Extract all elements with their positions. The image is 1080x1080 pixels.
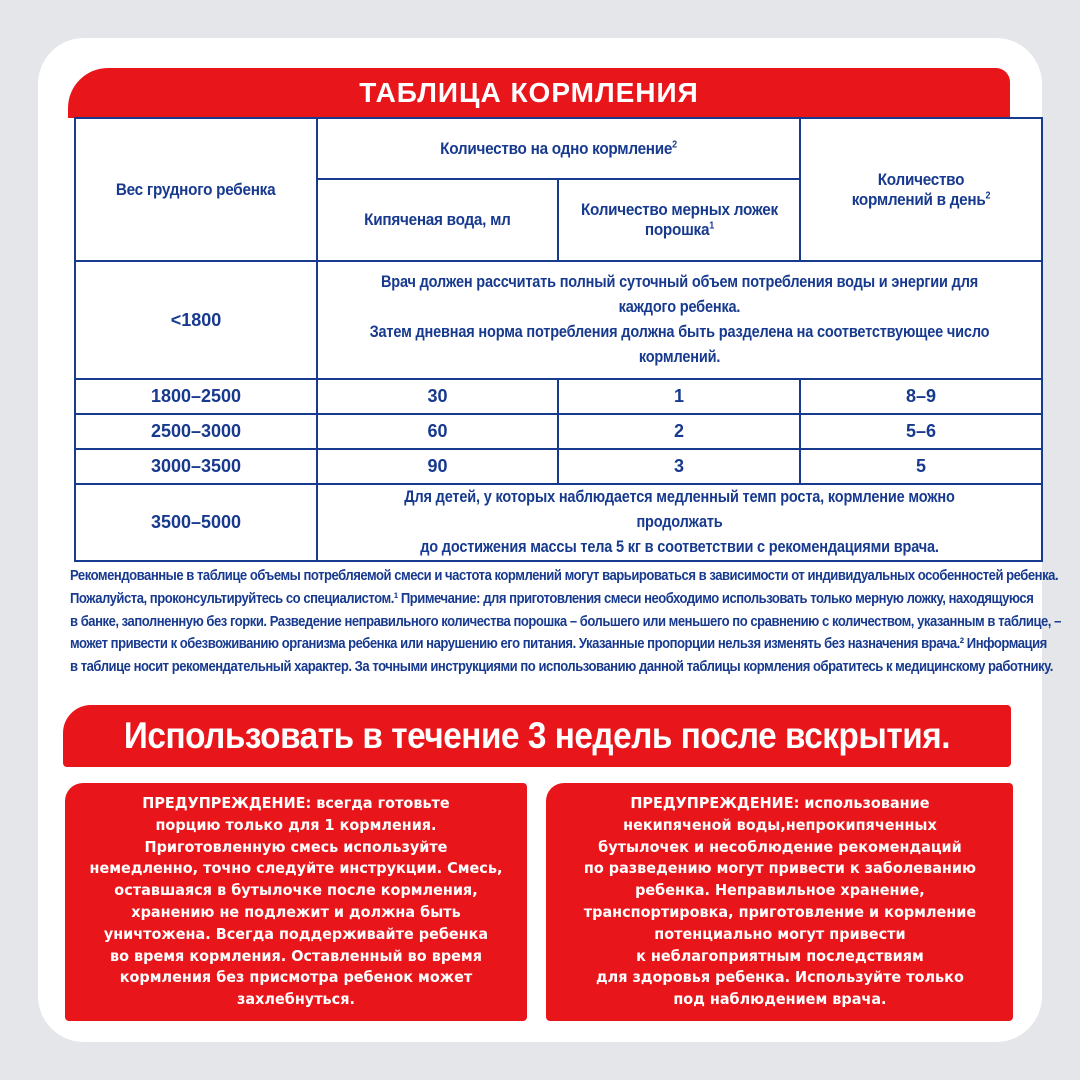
table-row bbox=[75, 261, 1042, 379]
spoons-cell: 2 bbox=[558, 414, 800, 449]
doctor-note-cell: Врач должен рассчитать полный суточный объем потребления воды и энергии для каждого ребенка. Затем дневная норма потребления должна быть разделена на соответствующее число кормлений. bbox=[317, 261, 1042, 379]
weight-cell: 3500–5000 bbox=[75, 484, 317, 561]
table-row bbox=[75, 379, 1042, 414]
slow-growth-note-cell: Для детей, у которых наблюдается медленный темп роста, кормление можно продолжать до достижения массы тела 5 кг в соответствии с рекомендациями врача. bbox=[317, 484, 1042, 561]
table-row bbox=[75, 414, 1042, 449]
page-title: ТАБЛИЦА КОРМЛЕНИЯ bbox=[359, 77, 699, 108]
label-card bbox=[38, 38, 1061, 1042]
weight-cell: 3000–3500 bbox=[75, 449, 317, 484]
spoons-cell: 1 bbox=[558, 379, 800, 414]
water-cell: 60 bbox=[317, 414, 558, 449]
warning-box-right: ПРЕДУПРЕЖДЕНИЕ: использование некипяченой воды,непрокипяченных бутылочек и несоблюдение рекомендаций по разведению могут привести к заболеванию ребенка. Неправильное хранение, транспортировка, приготовление и кормление потенциально могут привести к неблагоприятным последствиям для здоровья ребенка. Используйте только под наблюдением врача. bbox=[546, 783, 1013, 1021]
header-weight: Вес грудного ребенка bbox=[75, 118, 317, 261]
feeding-table bbox=[74, 117, 1043, 562]
weight-cell: 1800–2500 bbox=[75, 379, 317, 414]
warning-box-left: ПРЕДУПРЕЖДЕНИЕ: всегда готовьте порцию только для 1 кормления. Приготовленную смесь используйте немедленно, точно следуйте инструкции. Смесь, оставшаяся в бутылочке после кормления, хранению не подлежит и должна быть уничтожена. Всегда поддерживайте ребенка во время кормления. Оставленный во время кормления без присмотра ребенок может захлебнуться. bbox=[65, 783, 527, 1021]
use-within-banner bbox=[63, 705, 1011, 767]
weight-cell: <1800 bbox=[75, 261, 317, 379]
table-row bbox=[75, 449, 1042, 484]
feeds-cell: 5–6 bbox=[800, 414, 1042, 449]
footnote-text: Рекомендованные в таблице объемы потребляемой смеси и частота кормлений могут варьироваться в зависимости от индивидуальных особенностей ребенка. Пожалуйста, проконсультируйтесь со специалистом.¹ Примечание: для приготовления смеси необходимо использовать только мерную ложку, находящуюся в банке, заполненную без горки. Разведение неправильного количества порошка – большего или меньшего по сравнению с количеством, указанным в таблице, – может привести к обезвоживанию организма ребенка или нарушению его питания. Указанные пропорции нельзя изменять без назначения врача.² Информация в таблице носит рекомендательный характер. За точными инструкциями по использованию данной таблицы кормления обратитесь к медицинскому работнику. bbox=[70, 567, 1061, 676]
header-feeds-per-day: Количество кормлений в день$^2$ bbox=[800, 118, 1042, 261]
title-banner bbox=[68, 68, 1010, 118]
weight-cell: 2500–3000 bbox=[75, 414, 317, 449]
water-cell: 90 bbox=[317, 449, 558, 484]
header-water: Кипяченая вода, мл bbox=[317, 179, 558, 261]
spoons-cell: 3 bbox=[558, 449, 800, 484]
table-header-row bbox=[75, 118, 1042, 179]
header-per-feed: Количество на одно кормление$^2$ bbox=[317, 118, 800, 179]
header-spoons: Количество мерных ложек порошка$^1$ bbox=[558, 179, 800, 261]
water-cell: 30 bbox=[317, 379, 558, 414]
use-within-text: Использовать в течение 3 недель после вскрытия. bbox=[123, 715, 951, 756]
feeds-cell: 8–9 bbox=[800, 379, 1042, 414]
feeds-cell: 5 bbox=[800, 449, 1042, 484]
table-row bbox=[75, 484, 1042, 561]
